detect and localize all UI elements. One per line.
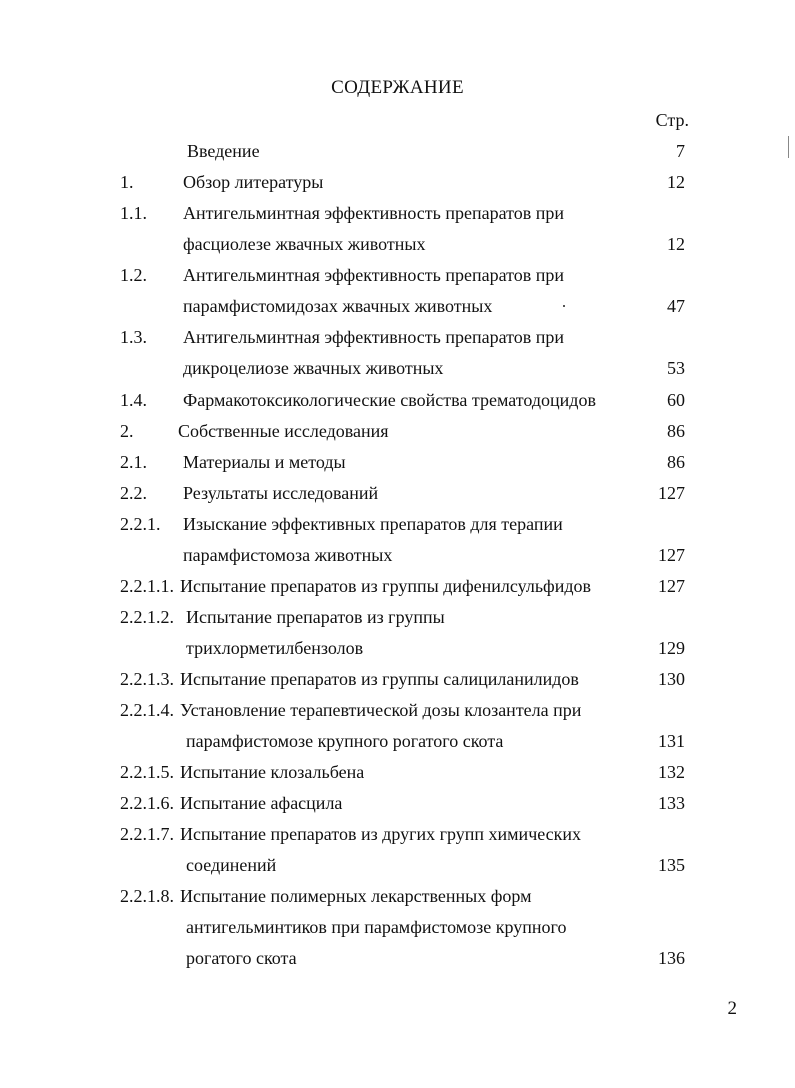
toc-entry-title: антигельминтиков при парамфистомозе крупного xyxy=(186,917,567,937)
toc-line xyxy=(0,788,795,819)
toc-line xyxy=(0,540,795,571)
toc-entry-title: парамфистомидозах жвачных животных xyxy=(183,296,493,316)
scan-edge-mark xyxy=(788,136,789,158)
scan-speck xyxy=(563,305,565,307)
toc-line xyxy=(0,478,795,509)
toc-entry-number: 2.2.1.3. xyxy=(120,669,174,689)
toc-entry-title: Испытание препаратов из группы салициланилидов xyxy=(180,669,579,689)
toc-entry-number: 2.2.1. xyxy=(120,514,161,534)
toc-entry-page: 133 xyxy=(658,793,685,813)
toc-line xyxy=(0,198,795,229)
toc-entry-page: 127 xyxy=(658,576,685,596)
toc-line xyxy=(0,571,795,602)
toc-line xyxy=(0,602,795,633)
toc-entry-title: Антигельминтная эффективность препаратов при xyxy=(183,203,565,223)
toc-entry-title: Введение xyxy=(187,141,260,161)
toc-entry-page: 130 xyxy=(658,669,685,689)
toc-entry-title: Антигельминтная эффективность препаратов при xyxy=(183,327,565,347)
toc-line xyxy=(0,943,795,974)
toc-entry-title: Испытание препаратов из группы дифенилсульфидов xyxy=(180,576,591,596)
toc-entry-number: 2. xyxy=(120,421,134,441)
toc-line xyxy=(0,353,795,384)
toc-entry-number: 1.1. xyxy=(120,203,147,223)
toc-entry-title: Собственные исследования xyxy=(178,421,389,441)
page-column-label: Стр. xyxy=(655,110,689,130)
toc-line xyxy=(0,819,795,850)
toc-entry-page: 127 xyxy=(658,545,685,565)
page-title: СОДЕРЖАНИЕ xyxy=(331,77,464,98)
page-number: 2 xyxy=(727,998,737,1019)
toc-entry-title: Испытание препаратов из группы xyxy=(186,607,445,627)
toc-entry-title: дикроцелиозе жвачных животных xyxy=(183,358,444,378)
toc-entry-number: 2.2. xyxy=(120,483,147,503)
toc-line xyxy=(0,385,795,416)
toc-entry-title: Антигельминтная эффективность препаратов при xyxy=(183,265,565,285)
toc-entry-title: парамфистомоза животных xyxy=(183,545,393,565)
toc-entry-page: 53 xyxy=(667,358,685,378)
toc-line xyxy=(0,664,795,695)
toc-entry-number: 2.2.1.5. xyxy=(120,762,174,782)
toc-entry-page: 12 xyxy=(667,172,685,192)
toc-entry-title: Результаты исследований xyxy=(183,483,379,503)
toc-line xyxy=(0,881,795,912)
toc-entry-number: 1.4. xyxy=(120,390,147,410)
toc-entry-number: 2.2.1.1. xyxy=(120,576,174,596)
toc-entry-number: 2.2.1.8. xyxy=(120,886,174,906)
toc-entry-page: 127 xyxy=(658,483,685,503)
toc-entry-title: Испытание афасцила xyxy=(180,793,343,813)
toc-entry-number: 1.2. xyxy=(120,265,147,285)
toc-entry-number: 2.2.1.6. xyxy=(120,793,174,813)
toc-entry-number: 2.2.1.2. xyxy=(120,607,174,627)
toc-entry-title: Обзор литературы xyxy=(183,172,324,192)
toc-entry-title: трихлорметилбензолов xyxy=(186,638,364,658)
toc-line xyxy=(0,912,795,943)
toc-entry-title: Установление терапевтической дозы клозантела при xyxy=(180,700,582,720)
toc-entry-number: 1. xyxy=(120,172,134,192)
toc-line xyxy=(0,136,795,167)
toc-line xyxy=(0,695,795,726)
toc-line xyxy=(0,416,795,447)
toc-line xyxy=(0,229,795,260)
toc-line xyxy=(0,322,795,353)
toc-line xyxy=(0,757,795,788)
toc-entry-number: 2.1. xyxy=(120,452,147,472)
toc-entry-page: 132 xyxy=(658,762,685,782)
toc-line xyxy=(0,633,795,664)
toc-entry-title: Испытание полимерных лекарственных форм xyxy=(180,886,532,906)
toc-entry-number: 2.2.1.4. xyxy=(120,700,174,720)
toc-entry-number: 1.3. xyxy=(120,327,147,347)
toc-line xyxy=(0,260,795,291)
toc-entry-title: Материалы и методы xyxy=(183,452,346,472)
toc-line xyxy=(0,447,795,478)
toc-entry-title: соединений xyxy=(186,855,277,875)
toc-line xyxy=(0,850,795,881)
toc-entry-page: 12 xyxy=(667,234,685,254)
toc-entry-page: 47 xyxy=(667,296,685,316)
toc-entry-page: 86 xyxy=(667,452,685,472)
toc-line xyxy=(0,291,795,322)
toc-entry-page: 136 xyxy=(658,948,685,968)
toc-entry-page: 86 xyxy=(667,421,685,441)
toc-entry-title: фасциолезе жвачных животных xyxy=(183,234,426,254)
toc-entry-page: 129 xyxy=(658,638,685,658)
toc-entry-number: 2.2.1.7. xyxy=(120,824,174,844)
toc-line xyxy=(0,167,795,198)
toc-entry-page: 135 xyxy=(658,855,685,875)
toc-line xyxy=(0,509,795,540)
toc-entry-title: Испытание клозальбена xyxy=(180,762,365,782)
toc-entry-title: Изыскание эффективных препаратов для терапии xyxy=(183,514,563,534)
toc-entry-title: Испытание препаратов из других групп химических xyxy=(180,824,582,844)
toc-entry-page: 131 xyxy=(658,731,685,751)
toc-entry-title: Фармакотоксикологические свойства трематодоцидов xyxy=(183,390,596,410)
toc-line xyxy=(0,726,795,757)
toc-entry-title: парамфистомозе крупного рогатого скота xyxy=(186,731,504,751)
toc-entry-page: 60 xyxy=(667,390,685,410)
toc-entry-page: 7 xyxy=(676,141,685,161)
toc-entry-title: рогатого скота xyxy=(186,948,297,968)
